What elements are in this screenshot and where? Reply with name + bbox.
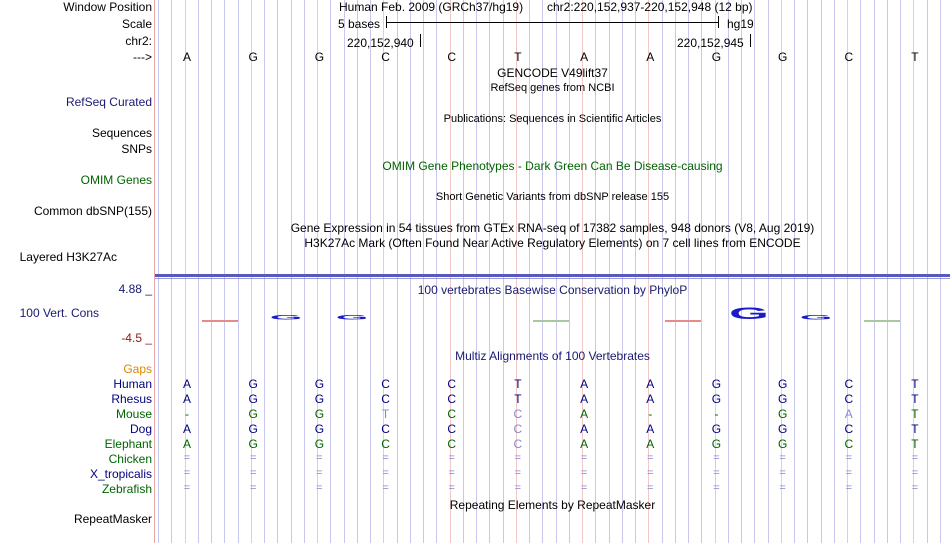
coord-right: 220,152,945 <box>677 36 744 50</box>
alignment-base: = <box>647 452 654 464</box>
species-label[interactable]: Human <box>113 377 152 391</box>
reference-base: G <box>777 50 788 64</box>
alignment-base: = <box>845 482 853 494</box>
alignment-base: = <box>580 482 588 494</box>
alignment-base: G <box>248 407 258 421</box>
alignment-base: - <box>714 407 719 421</box>
alignment-base: = <box>316 467 323 479</box>
alignment-base: = <box>183 467 191 479</box>
alignment-base: A <box>646 377 655 391</box>
alignment-base: = <box>448 482 455 494</box>
alignment-base: T <box>514 392 522 406</box>
scale-label: Scale <box>121 17 152 31</box>
refseq-track-label[interactable]: RefSeq Curated <box>65 95 152 109</box>
alignment-base: C <box>447 437 457 451</box>
conservation-glyph: G <box>799 314 832 322</box>
alignment-base: = <box>779 467 786 479</box>
alignment-base: C <box>447 392 457 406</box>
cons-min-label: -4.5 _ <box>121 331 152 345</box>
alignment-base: A <box>580 422 589 436</box>
alignment-base: C <box>844 392 854 406</box>
reference-base: G <box>248 50 258 64</box>
alignment-base: = <box>316 452 323 464</box>
refseq-ncbi-title[interactable]: RefSeq genes from NCBI <box>490 82 615 94</box>
alignment-base: A <box>182 392 191 406</box>
publications-track-title[interactable]: Publications: Sequences in Scientific Articles <box>443 113 662 125</box>
alignment-base: A <box>646 422 655 436</box>
reference-base: G <box>314 50 325 64</box>
snps-track-label[interactable]: SNPs <box>121 142 152 156</box>
alignment-base: C <box>513 422 523 436</box>
alignment-base: = <box>448 452 455 464</box>
alignment-base: = <box>580 467 588 479</box>
track-label-column <box>0 0 154 543</box>
alignment-base: - <box>185 407 189 421</box>
chr-label: chr2: <box>125 34 152 48</box>
reference-base: C <box>381 50 390 64</box>
alignment-base: = <box>713 467 720 479</box>
species-label[interactable]: X_tropicalis <box>89 467 152 481</box>
alignment-base: G <box>711 422 722 436</box>
alignment-base: = <box>249 452 257 464</box>
coord-left-tick <box>420 34 421 47</box>
alignment-base: C <box>844 377 854 391</box>
alignment-base: = <box>249 482 257 494</box>
multiz-track-title[interactable]: Multiz Alignments of 100 Vertebrates <box>455 349 650 363</box>
alignment-base: C <box>447 422 457 436</box>
repeatmasker-track-title[interactable]: Repeating Elements by RepeatMasker <box>449 498 656 512</box>
coord-right-tick <box>750 34 751 47</box>
alignment-base: = <box>911 482 919 494</box>
alignment-base: = <box>514 467 522 479</box>
species-label[interactable]: Mouse <box>115 407 152 421</box>
alignment-base: C <box>381 422 390 436</box>
alignment-base: = <box>249 467 257 479</box>
omim-track-label[interactable]: OMIM Genes <box>80 173 152 187</box>
alignment-base: T <box>911 377 919 391</box>
alignment-base: G <box>711 392 722 406</box>
alignment-base: G <box>777 392 788 406</box>
repeatmasker-track-label[interactable]: RepeatMasker <box>73 512 152 526</box>
alignment-base: A <box>580 377 589 391</box>
reference-base: T <box>514 50 522 64</box>
alignment-base: C <box>381 377 390 391</box>
track-separator-line <box>155 278 950 279</box>
omim-track-title[interactable]: OMIM Gene Phenotypes - Dark Green Can Be Disease-causing <box>382 159 723 173</box>
alignment-base: = <box>845 467 853 479</box>
alignment-base: T <box>911 437 919 451</box>
alignment-base: G <box>248 392 258 406</box>
window-position-label: Window Position <box>63 0 152 14</box>
alignment-base: = <box>448 467 455 479</box>
alignment-base: G <box>248 437 258 451</box>
alignment-base: C <box>447 407 457 421</box>
reference-base: A <box>182 50 191 64</box>
alignment-base: = <box>316 482 323 494</box>
conservation-tick <box>665 320 701 322</box>
reference-base: T <box>911 50 919 64</box>
alignment-base: = <box>647 482 654 494</box>
reference-base: C <box>447 50 457 64</box>
alignment-base: T <box>381 407 390 421</box>
conservation-tick <box>533 320 569 322</box>
reference-base: A <box>646 50 655 64</box>
alignment-base: = <box>713 452 720 464</box>
species-label[interactable]: Elephant <box>104 437 152 451</box>
alignment-base: G <box>314 377 325 391</box>
sequences-track-label[interactable]: Sequences <box>91 126 152 140</box>
alignment-base: T <box>911 422 919 436</box>
alignment-base: = <box>580 452 588 464</box>
phylop-track-title[interactable]: 100 vertebrates Basewise Conservation by PhyloP <box>417 283 688 297</box>
reference-base: A <box>580 50 589 64</box>
alignment-base: T <box>514 377 522 391</box>
gaps-track-label[interactable]: Gaps <box>123 362 152 376</box>
alignment-base: = <box>382 452 389 464</box>
conservation-tick <box>864 320 900 322</box>
cons-max-label: 4.88 _ <box>118 282 152 296</box>
position-text: chr2:220,152,937-220,152,948 (12 bp) <box>547 0 753 14</box>
alignment-base: T <box>911 392 919 406</box>
alignment-base: A <box>646 437 655 451</box>
species-label[interactable]: Zebrafish <box>101 482 152 496</box>
scale-db-text: hg19 <box>727 17 754 31</box>
alignment-base: C <box>513 437 523 451</box>
alignment-base: = <box>911 452 919 464</box>
alignment-base: = <box>779 452 786 464</box>
species-label[interactable]: Dog <box>129 422 152 436</box>
alignment-base: G <box>314 437 325 451</box>
species-label[interactable]: Rhesus <box>111 392 152 406</box>
dbsnp-track-title[interactable]: Short Genetic Variants from dbSNP release 155 <box>435 191 670 203</box>
strand-arrow-label: ---> <box>133 50 152 64</box>
alignment-base: A <box>646 392 655 406</box>
alignment-base: A <box>580 392 589 406</box>
cons-track-label[interactable]: 100 Vert. Cons <box>19 306 99 320</box>
alignment-base: = <box>514 452 522 464</box>
alignment-base: = <box>779 482 786 494</box>
dbsnp-track-label[interactable]: Common dbSNP(155) <box>33 204 152 218</box>
reference-base: G <box>711 50 722 64</box>
alignment-base: = <box>382 467 389 479</box>
alignment-base: A <box>580 437 589 451</box>
alignment-base: A <box>182 422 191 436</box>
gencode-track-title[interactable]: GENCODE V49lift37 <box>497 66 608 80</box>
alignment-base: = <box>647 467 654 479</box>
alignment-base: G <box>314 392 325 406</box>
scale-bar-text: 5 bases <box>338 17 381 31</box>
alignment-base: = <box>183 452 191 464</box>
alignment-base: = <box>183 482 191 494</box>
scale-bar <box>386 16 719 30</box>
alignment-base: C <box>381 392 390 406</box>
alignment-base: = <box>382 482 389 494</box>
alignment-base: C <box>513 407 523 421</box>
h3k27ac-track-title[interactable]: H3K27Ac Mark (Often Found Near Active Regulatory Elements) on 7 cell lines from ENCODE <box>304 236 801 250</box>
alignment-base: G <box>777 437 788 451</box>
gtex-track-title[interactable]: Gene Expression in 54 tissues from GTEx RNA-seq of 17382 samples, 948 donors (V8, Aug 2019) <box>290 221 815 235</box>
alignment-base: = <box>713 482 720 494</box>
alignment-base: G <box>777 377 788 391</box>
conservation-tick <box>202 320 238 322</box>
alignment-base: G <box>711 377 722 391</box>
alignment-base: G <box>314 407 325 421</box>
conservation-glyph: G <box>729 304 770 323</box>
alignment-base: C <box>381 437 390 451</box>
alignment-base: = <box>514 482 522 494</box>
alignment-base: G <box>314 422 325 436</box>
alignment-base: C <box>844 422 854 436</box>
track-separator-bar <box>155 274 950 277</box>
reference-base: C <box>844 50 854 64</box>
conservation-glyph: G <box>269 314 303 322</box>
alignment-base: G <box>777 422 788 436</box>
coord-left: 220,152,940 <box>347 36 414 50</box>
alignment-base: C <box>447 377 457 391</box>
alignment-base: G <box>248 422 258 436</box>
conservation-glyph: G <box>336 314 369 322</box>
alignment-base: A <box>182 437 191 451</box>
alignment-base: A <box>844 407 853 421</box>
alignment-base: C <box>844 437 854 451</box>
h3k27ac-track-label[interactable]: Layered H3K27Ac <box>19 250 117 264</box>
alignment-base: - <box>648 407 653 421</box>
alignment-base: = <box>911 467 919 479</box>
alignment-base: G <box>777 407 788 421</box>
alignment-base: A <box>580 407 589 421</box>
alignment-base: T <box>911 407 919 421</box>
alignment-base: A <box>182 377 191 391</box>
alignment-base: G <box>711 437 722 451</box>
alignment-base: = <box>845 452 853 464</box>
assembly-text: Human Feb. 2009 (GRCh37/hg19) <box>339 0 524 14</box>
species-label[interactable]: Chicken <box>108 452 152 466</box>
alignment-base: G <box>248 377 258 391</box>
